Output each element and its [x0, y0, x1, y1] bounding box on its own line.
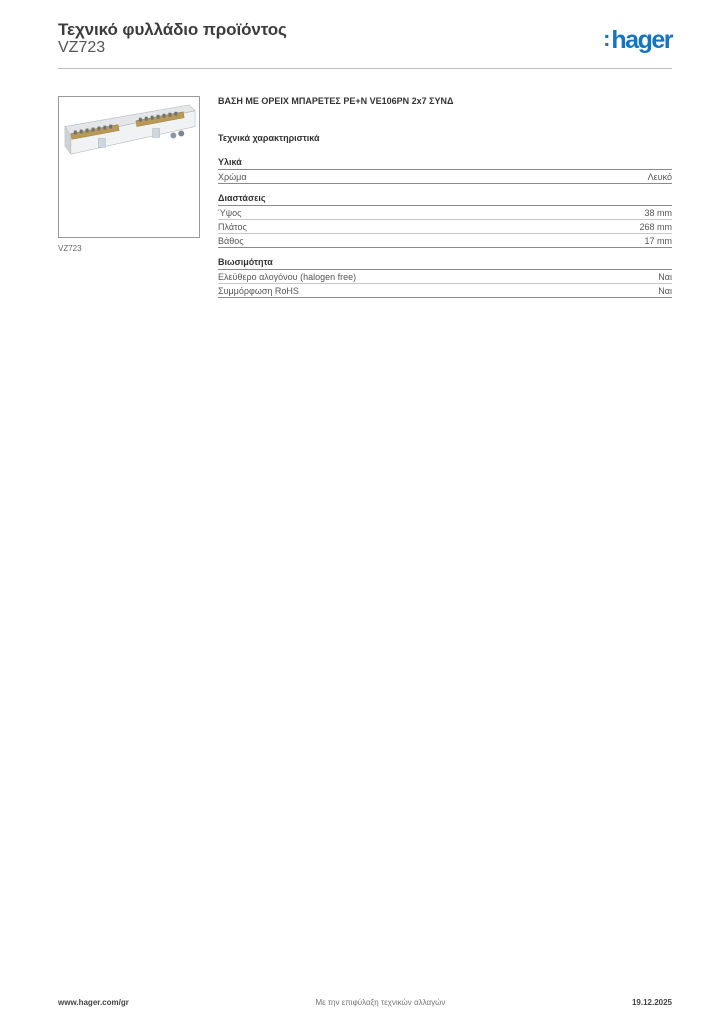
footer-note: Με την επιφύλαξη τεχνικών αλλαγών	[315, 998, 446, 1007]
spec-value: Ναι	[658, 286, 672, 296]
section-title: Τεχνικά χαρακτηριστικά	[218, 133, 320, 143]
product-name: ΒΑΣΗ ΜΕ ΟΡΕΙΧ ΜΠΑΡΕΤΕΣ PE+N VE106PN 2x7 ΣΥΝΔ	[218, 96, 454, 106]
logo-colon-icon: :	[603, 26, 611, 51]
group-title: Υλικά	[218, 157, 672, 170]
footer-url[interactable]: www.hager.com/gr	[58, 998, 129, 1007]
spec-row	[218, 270, 672, 284]
group-title: Διαστάσεις	[218, 193, 672, 206]
image-caption: VZ723	[58, 244, 82, 253]
spec-group-materials	[218, 157, 672, 184]
product-image	[58, 96, 200, 238]
spec-label: Βάθος	[218, 236, 244, 246]
product-busbar-base-image	[59, 97, 199, 237]
spec-row	[218, 234, 672, 248]
spec-group-dimensions	[218, 193, 672, 248]
footer	[58, 998, 672, 1007]
footer-date: 19.12.2025	[631, 998, 672, 1007]
spec-group-sustainability	[218, 257, 672, 298]
spec-row	[218, 284, 672, 298]
spec-value: 38 mm	[644, 208, 672, 218]
spec-label: Χρώμα	[218, 172, 247, 182]
spec-value: Λευκό	[647, 172, 672, 182]
spec-row	[218, 220, 672, 234]
spec-row	[218, 206, 672, 220]
spec-label: Ύψος	[218, 208, 242, 218]
spec-value: 268 mm	[639, 222, 672, 232]
logo-text: hager	[611, 26, 672, 54]
group-title: Βιωσιμότητα	[218, 257, 672, 270]
spec-label: Ελεύθερο αλογόνου (halogen free)	[218, 272, 357, 282]
header-divider	[58, 68, 672, 69]
spec-row	[218, 170, 672, 184]
spec-value: Ναι	[658, 272, 672, 282]
spec-value: 17 mm	[644, 236, 672, 246]
page-title: Τεχνικό φυλλάδιο προϊόντος	[58, 20, 287, 39]
spec-label: Συμμόρφωση RoHS	[218, 286, 299, 296]
product-code: VZ723	[58, 39, 106, 56]
spec-label: Πλάτος	[218, 222, 247, 232]
hager-logo	[603, 28, 672, 53]
spec-content	[218, 96, 672, 307]
